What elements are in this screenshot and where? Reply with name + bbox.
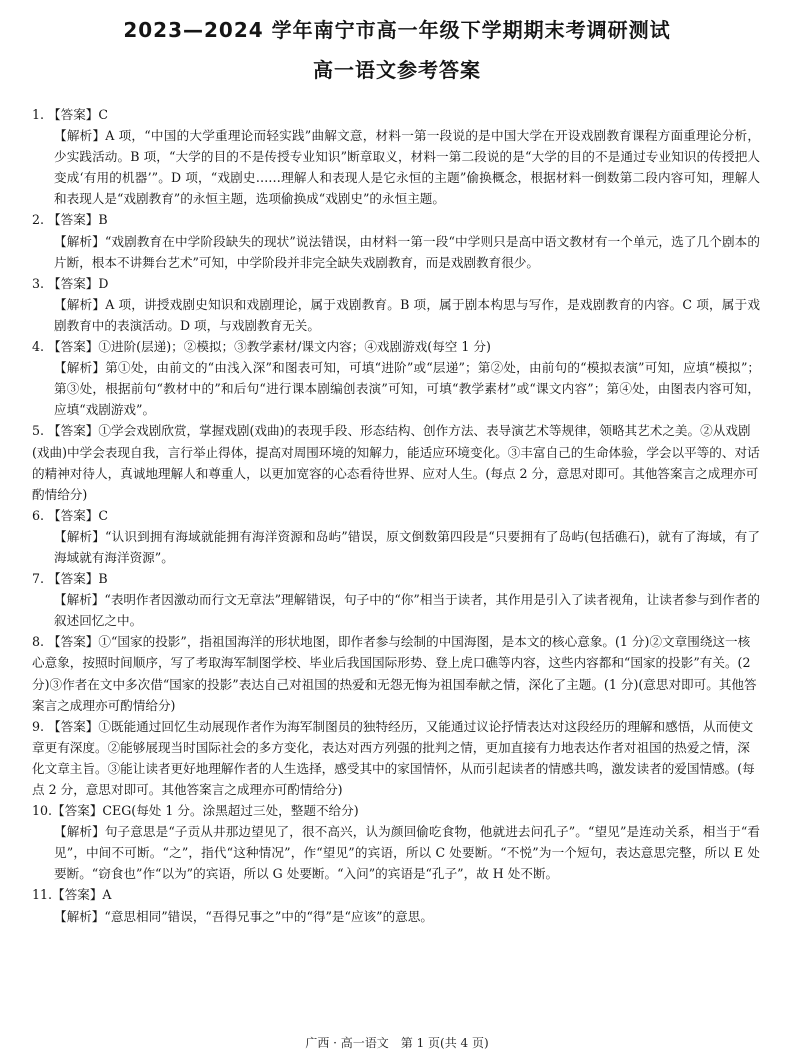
question-number: 5. — [32, 423, 45, 439]
answer-item-8 — [32, 631, 760, 715]
answer-line — [32, 716, 760, 800]
answer-line — [32, 273, 760, 294]
question-number: 6. — [32, 507, 45, 523]
answer-line — [32, 104, 760, 125]
analysis-text: 【解析】A 项，“中国的大学重理论而轻实践”曲解文意，材料一第一段说的是中国大学在开设戏剧教育课程方面重理论分析，少实践活动。B 项，“大学的目的不是传授专业知识”断章取义，材料一第二段说的是“大学的目的不是通过专业知识的传授把人变成‘有用的机器’”。D 项，“戏剧史……理解人和表现人是它永恒的主题”偷换概念，根据材料一倒数第二段内容可知，理解人和表现人是“戏剧教育”的永恒主题，选项偷换成“戏剧史”的永恒主题。 — [54, 128, 760, 207]
answer-text: 【答案】B — [48, 571, 108, 587]
answer-item-4 — [32, 336, 760, 420]
answer-item-11 — [32, 884, 760, 926]
answer-text: 【答案】A — [52, 887, 112, 903]
analysis-text: 【解析】句子意思是“子贡从井那边望见了，很不高兴，认为颜回偷吃食物，他就进去问孔子”。“望见”是连动关系，相当于“看见”，中间不可断。“之”，指代“这种情况”，作“望见”的宾语，所以 C 处要断。“不悦”为一个短句，表达意思完整，所以 E 处要断。“窃食也”作“以为”的宾语，所以 G 处要断。“入问”的宾语是“孔子”，故 H 处不断。 — [54, 824, 760, 882]
answer-text: 【答案】D — [48, 275, 109, 291]
analysis-text: 【解析】“表明作者因激动而行文无章法”理解错误，句子中的“你”相当于读者，其作用是引入了读者视角，让读者参与到作者的叙述回忆之中。 — [54, 592, 760, 629]
question-number: 3. — [32, 275, 45, 291]
question-number: 11. — [32, 887, 53, 903]
answer-item-1 — [32, 104, 760, 209]
answer-item-10 — [32, 800, 760, 884]
analysis-text: 【解析】“戏剧教育在中学阶段缺失的现状”说法错误，由材料一第一段“中学则只是高中语文教材有一个单元，选了几个剧本的片断，根本不讲舞台艺术”可知，中学阶段并非完全缺失戏剧教育，而是戏剧教育很少。 — [54, 233, 760, 270]
document-subtitle: 高一语文参考答案 — [313, 58, 481, 82]
answer-text: 【答案】①既能通过回忆生动展现作者作为海军制图员的独特经历，又能通过议论抒情表达对这段经历的理解和感悟，从而使文章更有深度。②能够展现当时国际社会的多方变化，表达对西方列强的批判之情，更加直接有力地表达作者对祖国的热爱之情，深化文章主旨。③能让读者更好地理解作者的人生选择，感受其中的家国情怀，从而引起读者的情感共鸣，激发读者的爱国情感。(每点 2 分，意思对即可。其他答案言之成理亦可酌情给分) — [32, 718, 755, 797]
page-footer: 广西 · 高一语文 第 1 页(共 4 页) — [305, 1036, 489, 1050]
answer-text: 【答案】①进阶(层递)；②模拟；③教学素材/课文内容；④戏剧游戏(每空 1 分) — [48, 339, 491, 355]
answer-line — [32, 800, 760, 821]
answer-text: 【答案】C — [48, 107, 109, 122]
answer-line — [32, 505, 760, 526]
answer-text: 【答案】B — [48, 212, 108, 228]
answer-line — [32, 568, 760, 589]
answer-item-3 — [32, 273, 760, 336]
answer-line — [32, 420, 760, 504]
answer-line — [32, 209, 760, 230]
answer-item-9 — [32, 716, 760, 800]
answer-item-7 — [32, 568, 760, 631]
analysis-text: 【解析】“认识到拥有海域就能拥有海洋资源和岛屿”错误，原文倒数第四段是“只要拥有了岛屿(包括礁石)，就有了海域，有了海域就有海洋资源”。 — [54, 528, 760, 565]
question-number: 4. — [32, 339, 45, 355]
analysis-text: 【解析】“意思相同”错误，“吾得兄事之”中的“得”是“应该”的意思。 — [54, 908, 433, 924]
answers-list — [32, 104, 760, 927]
answer-text: 【答案】CEG(每处 1 分。涂黑超过三处，整题不给分) — [52, 803, 359, 819]
answer-text: 【答案】C — [48, 507, 109, 523]
analysis-text: 【解析】第①处，由前文的“由浅入深”和图表可知，可填“进阶”或“层递”；第②处，由前句的“模拟表演”可知，应填“模拟”；第③处，根据前句“教材中的”和后句“进行课本剧编创表演”可知，可填“教学素材”或“课文内容”；第④处，由图表内容可知，应填“戏剧游戏”。 — [54, 360, 760, 418]
question-number: 7. — [32, 571, 45, 587]
question-number: 1. — [32, 107, 45, 122]
question-number: 10. — [32, 803, 53, 819]
document-title: 2023—2024 学年南宁市高一年级下学期期末考调研测试 — [123, 18, 671, 42]
question-number: 8. — [32, 634, 45, 650]
answer-text: 【答案】①学会戏剧欣赏，掌握戏剧(戏曲)的表现手段、形态结构、创作方法、表导演艺术等规律，领略其艺术之美。②从戏剧(戏曲)中学会表现自我，言行举止得体，提高对周围环境的知解力，能适应环境变化。③丰富自己的生命体验，学会以平等的、对话的精神对待人，真诚地理解人和尊重人，以更加宽容的心态看待世界、应对人生。(每点 2 分，意思对即可。其他答案言之成理亦可酌情给分) — [32, 423, 760, 502]
answer-line — [32, 631, 760, 715]
analysis-text: 【解析】A 项，讲授戏剧史知识和戏剧理论，属于戏剧教育。B 项，属于剧本构思与写作，是戏剧教育的内容。C 项，属于戏剧教育中的表演活动。D 项，与戏剧教育无关。 — [54, 296, 760, 333]
answer-item-5 — [32, 420, 760, 504]
answer-line — [32, 884, 760, 905]
answer-line — [32, 336, 760, 357]
answer-text: 【答案】①“国家的投影”，指祖国海洋的形状地图，即作者参与绘制的中国海图，是本文的核心意象。(1 分)②文章围绕这一核心意象，按照时间顺序，写了考取海军制图学校、毕业后我国国际形势、登上虎口礁等内容，这些内容都和“国家的投影”有关。(2 分)③作者在文中多次借“国家的投影”表达自己对祖国的热爱和无怨无悔为祖国奉献之情，深化了主题。(1 分)(意思对即可。其他答案言之成理亦可酌情给分) — [32, 634, 757, 713]
answer-item-2 — [32, 209, 760, 272]
answer-item-6 — [32, 505, 760, 568]
question-number: 2. — [32, 212, 45, 228]
question-number: 9. — [32, 718, 45, 734]
